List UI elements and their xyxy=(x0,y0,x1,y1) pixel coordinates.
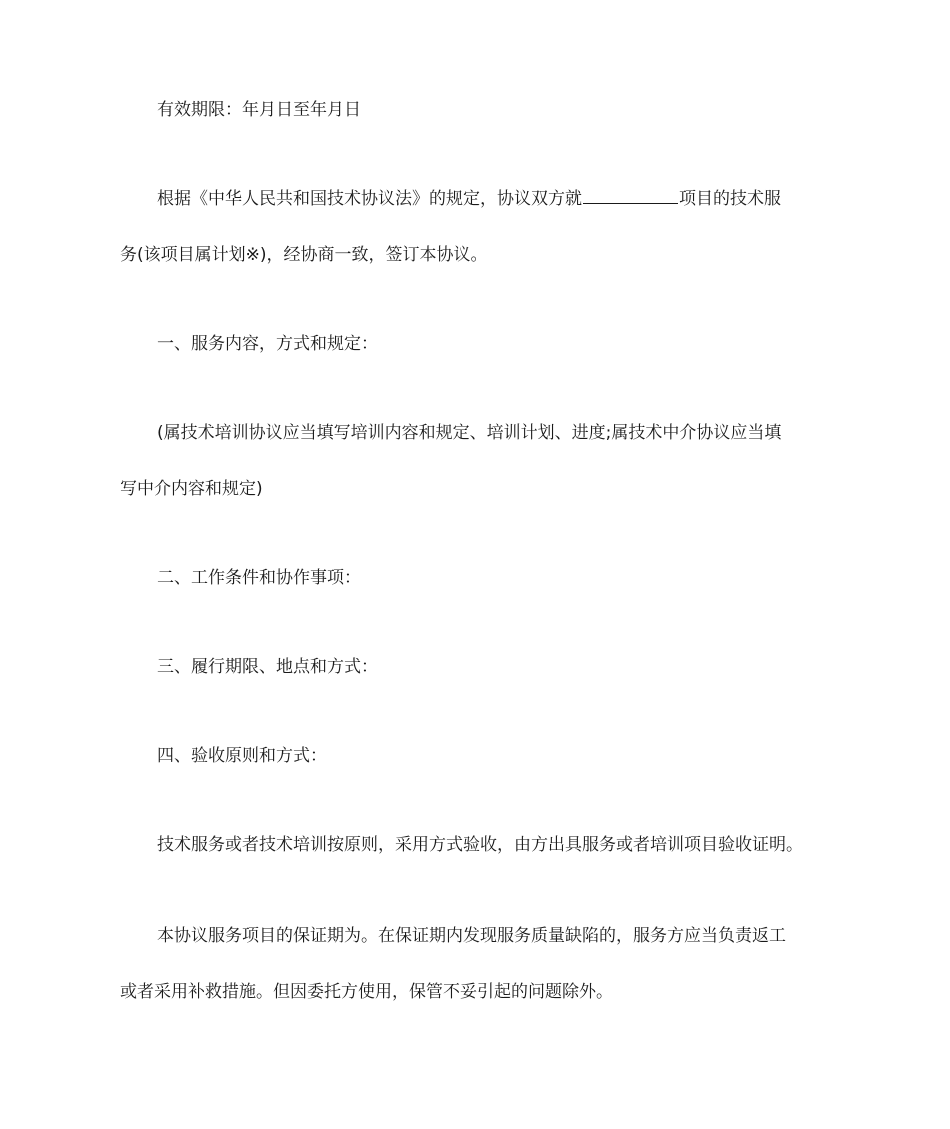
section2-title: 二、工作条件和协作事项： xyxy=(157,568,361,588)
acceptance-text: 技术服务或者技术培训按原则，采用方式验收，由方出具服务或者培训项目验收证明。 xyxy=(157,835,803,855)
section3-title: 三、履行期限、地点和方式： xyxy=(157,657,378,677)
section4-heading xyxy=(120,728,840,784)
section1-title: 一、服务内容，方式和规定： xyxy=(157,334,378,354)
validity-text: 有效期限：年月日至年月日 xyxy=(157,100,361,120)
intro-before-blank: 根据《中华人民共和国技术协议法》的规定，协议双方就 xyxy=(157,189,582,209)
validity-period xyxy=(120,82,840,138)
section3-heading xyxy=(120,639,840,695)
section1-note-line-2: 写中介内容和规定) xyxy=(120,479,263,499)
section1-heading xyxy=(120,316,840,372)
warranty-paragraph-cont xyxy=(120,964,840,1020)
warranty-line-2: 或者采用补救措施。但因委托方使用，保管不妥引起的问题除外。 xyxy=(120,982,613,1002)
section1-note-cont xyxy=(120,461,840,517)
project-name-blank xyxy=(583,185,678,204)
section1-note-line-1: (属技术培训协议应当填写培训内容和规定、培训计划、进度;属技术中介协议应当填 xyxy=(157,423,782,443)
intro-line-1 xyxy=(120,171,840,227)
intro-line-2: 务(该项目属计划※)，经协商一致，签订本协议。 xyxy=(120,245,488,265)
intro-paragraph-cont xyxy=(120,227,840,283)
warranty-paragraph xyxy=(120,908,840,964)
section4-title: 四、验收原则和方式： xyxy=(157,746,327,766)
section2-heading xyxy=(120,550,840,606)
intro-after-blank: 项目的技术服 xyxy=(679,189,781,209)
section1-note xyxy=(120,405,840,461)
warranty-line-1: 本协议服务项目的保证期为。在保证期内发现服务质量缺陷的，服务方应当负责返工 xyxy=(157,926,786,946)
intro-paragraph xyxy=(120,171,840,227)
acceptance-paragraph xyxy=(120,817,840,873)
